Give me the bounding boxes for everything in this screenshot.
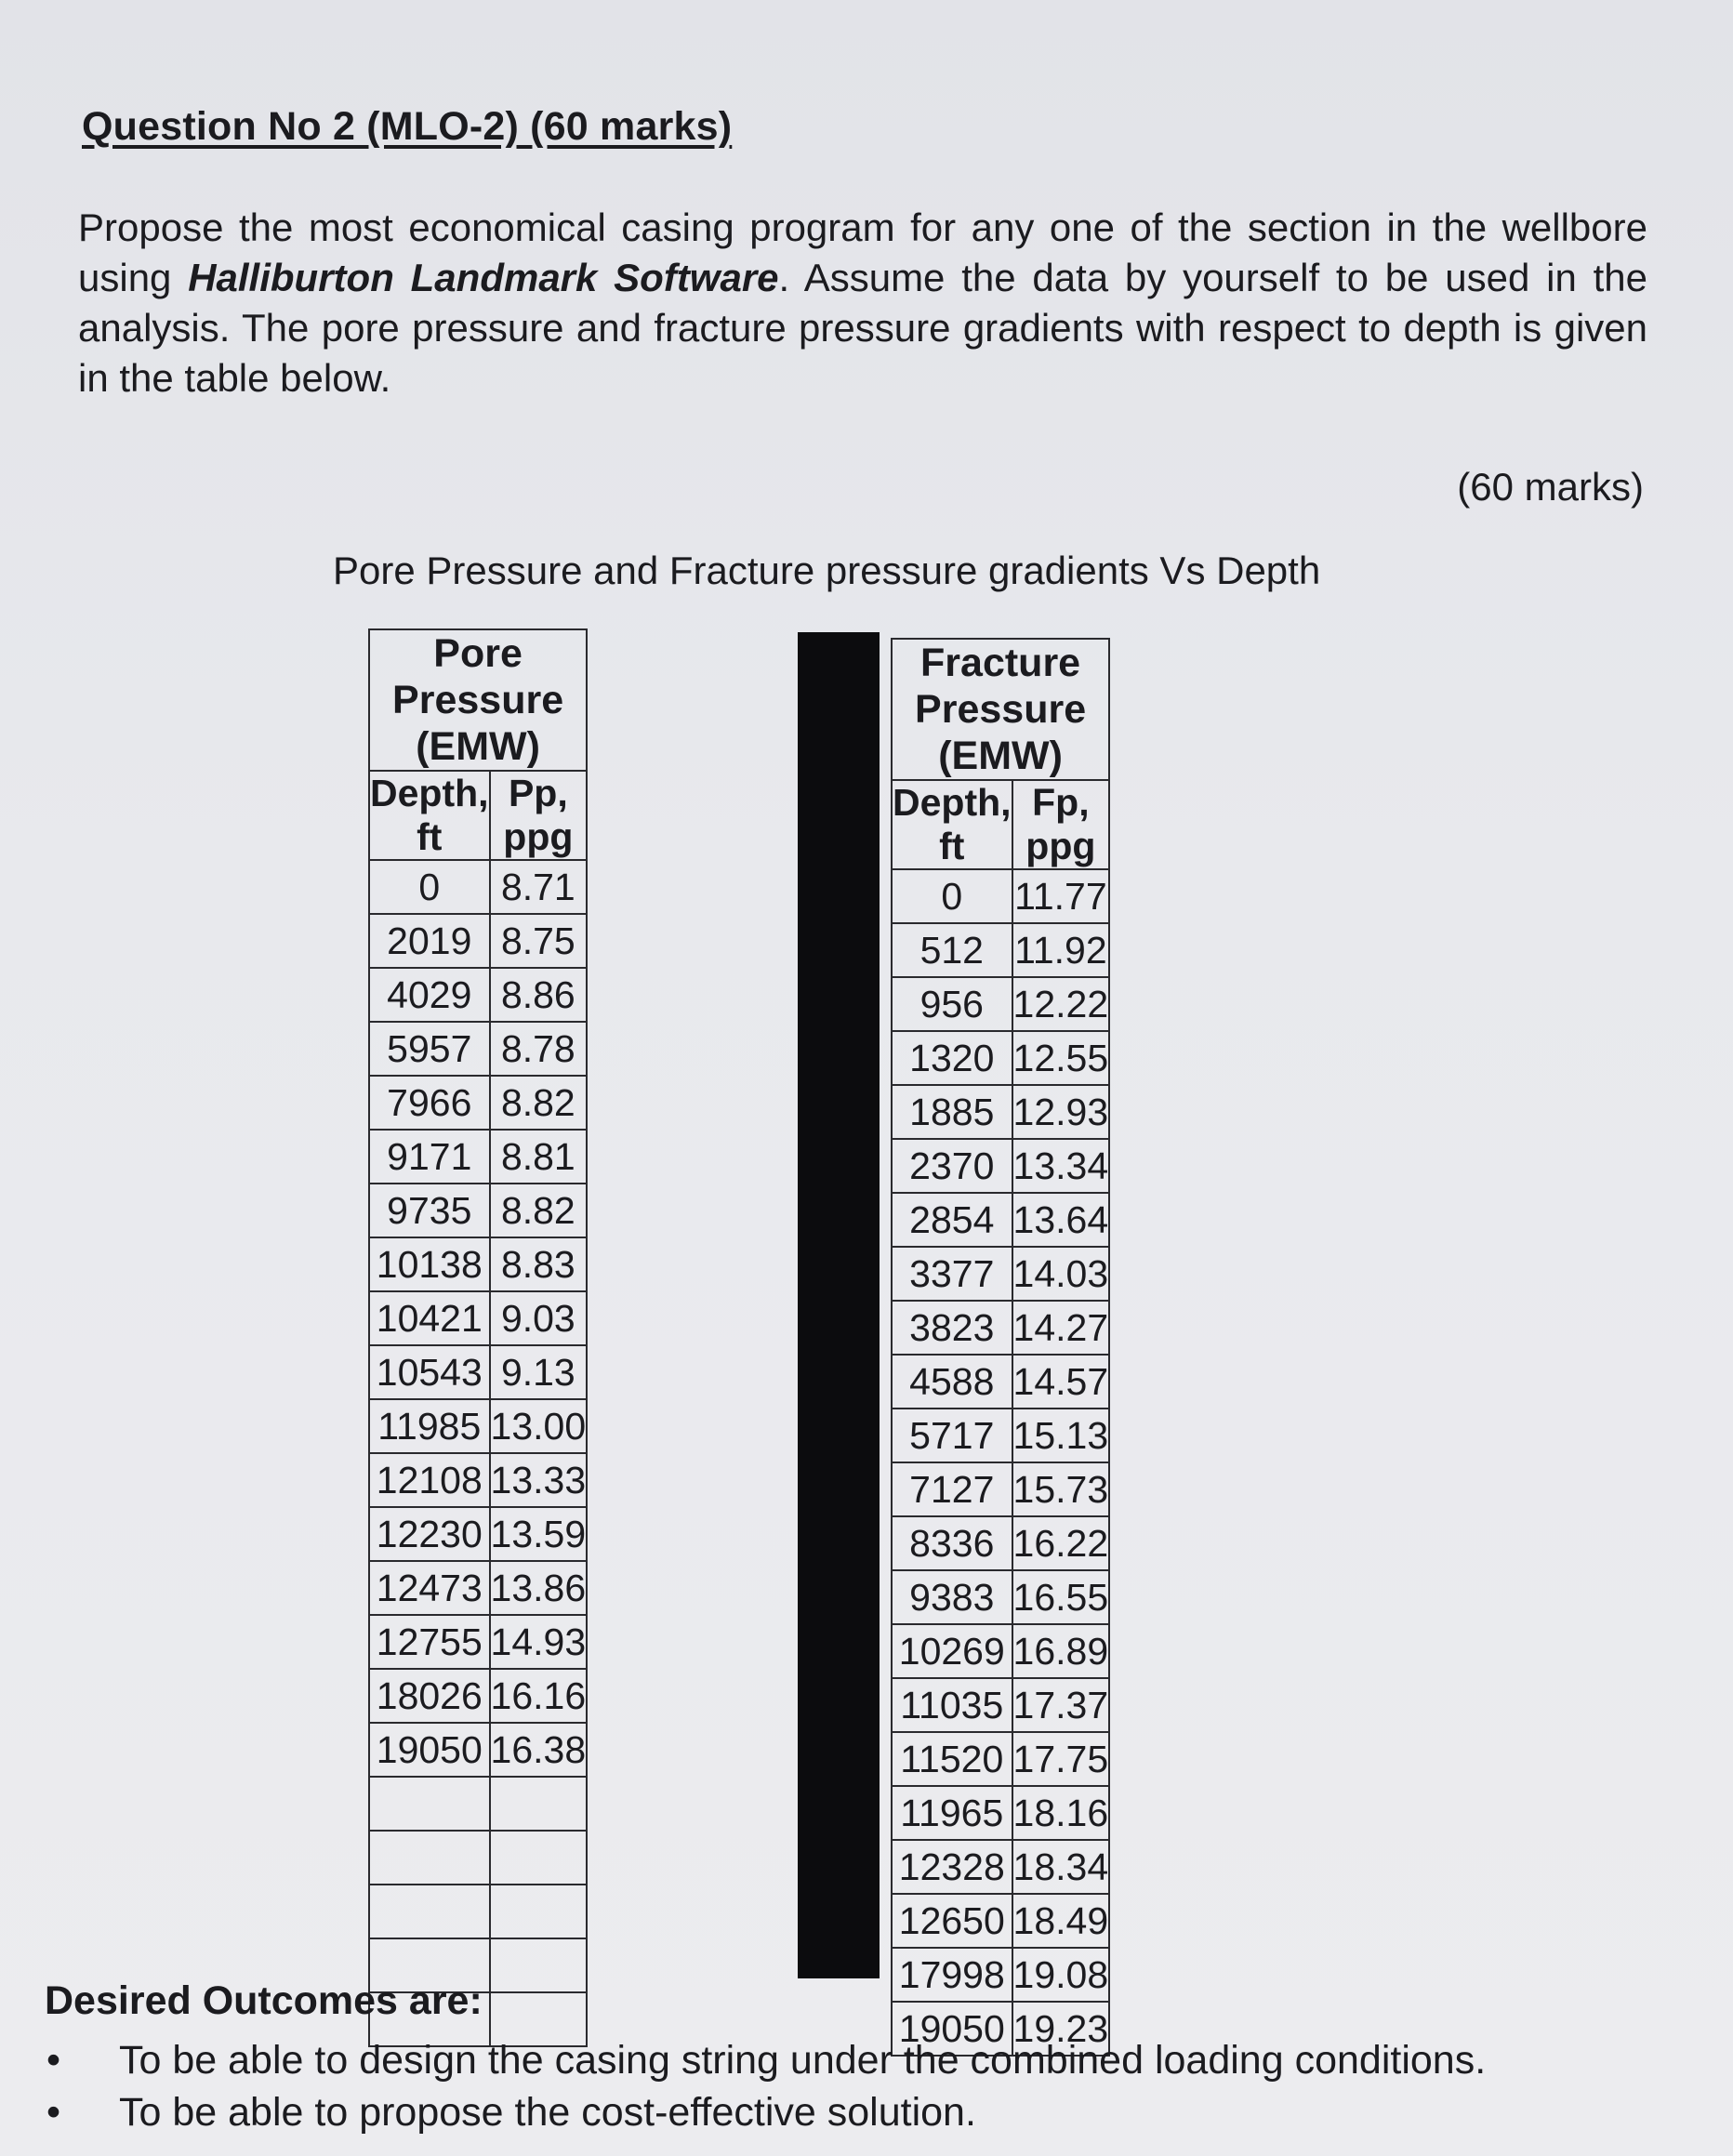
pp-value-header: Pp, ppg bbox=[490, 771, 588, 860]
pore-pressure-header: Pore Pressure (EMW) bbox=[369, 629, 587, 771]
pressure-cell: 8.75 bbox=[490, 914, 588, 968]
depth-cell: 12230 bbox=[369, 1507, 490, 1561]
pressure-cell: 8.71 bbox=[490, 860, 588, 914]
fp-value-header: Fp, ppg bbox=[1012, 780, 1110, 869]
table-row bbox=[369, 1130, 587, 1184]
prompt-text-2: . Assume the data by yourself to be used in the analysis. The pore pressure and fracture pressure gradients with respect to depth is given in the table below. bbox=[78, 256, 1647, 400]
pp-depth-header: Depth, ft bbox=[370, 772, 489, 858]
pressure-cell: 8.82 bbox=[490, 1076, 588, 1130]
pressure-cell bbox=[490, 1885, 588, 1938]
table-row bbox=[369, 1723, 587, 1777]
pressure-cell: 8.78 bbox=[490, 1022, 588, 1076]
table-row bbox=[369, 1507, 587, 1561]
table-row bbox=[892, 869, 1109, 923]
pressure-cell: 19.23 bbox=[1012, 2002, 1110, 2056]
pressure-cell: 13.86 bbox=[490, 1561, 588, 1615]
pressure-cell: 12.22 bbox=[1012, 977, 1110, 1031]
bullet-icon: • bbox=[46, 2090, 61, 2135]
table-row bbox=[892, 1085, 1109, 1139]
marks-label: (60 marks) bbox=[1457, 465, 1644, 509]
fracture-pressure-header: Fracture Pressure (EMW) bbox=[892, 639, 1109, 780]
depth-cell: 19050 bbox=[892, 2002, 1012, 2056]
table-row bbox=[892, 1031, 1109, 1085]
table-row bbox=[369, 1345, 587, 1399]
pressure-cell: 18.16 bbox=[1012, 1786, 1110, 1840]
depth-cell: 8336 bbox=[892, 1516, 1012, 1570]
pressure-cell: 8.83 bbox=[490, 1237, 588, 1291]
pressure-cell: 8.86 bbox=[490, 968, 588, 1022]
table-caption: Pore Pressure and Fracture pressure gradients Vs Depth bbox=[333, 549, 1321, 592]
prompt-text-1: Propose the most economical casing program for any one of the section in the wellbore using bbox=[78, 205, 1647, 299]
table-row bbox=[892, 1624, 1109, 1678]
depth-cell: 1320 bbox=[892, 1031, 1012, 1085]
pore-pressure-table bbox=[368, 628, 588, 2047]
depth-cell: 12650 bbox=[892, 1894, 1012, 1948]
pressure-cell: 11.92 bbox=[1012, 923, 1110, 977]
depth-cell: 1885 bbox=[892, 1085, 1012, 1139]
depth-cell: 3377 bbox=[892, 1247, 1012, 1301]
depth-cell: 12108 bbox=[369, 1453, 490, 1507]
table-row bbox=[892, 1193, 1109, 1247]
pressure-cell: 16.38 bbox=[490, 1723, 588, 1777]
table-row bbox=[892, 1516, 1109, 1570]
pressure-cell: 13.00 bbox=[490, 1399, 588, 1453]
table-row bbox=[369, 914, 587, 968]
depth-cell: 4029 bbox=[369, 968, 490, 1022]
depth-cell: 7127 bbox=[892, 1462, 1012, 1516]
depth-cell: 2370 bbox=[892, 1139, 1012, 1193]
pressure-cell: 18.49 bbox=[1012, 1894, 1110, 1948]
depth-cell: 11035 bbox=[892, 1678, 1012, 1732]
list-item: • To be able to design the casing string under the combined loading conditions. bbox=[45, 2034, 1486, 2086]
pressure-cell: 8.81 bbox=[490, 1130, 588, 1184]
table-row bbox=[892, 1786, 1109, 1840]
depth-cell: 4588 bbox=[892, 1355, 1012, 1409]
depth-cell: 19050 bbox=[369, 1723, 490, 1777]
table-row bbox=[892, 977, 1109, 1031]
depth-cell: 9383 bbox=[892, 1570, 1012, 1624]
pressure-cell: 9.03 bbox=[490, 1291, 588, 1345]
pressure-cell: 9.13 bbox=[490, 1345, 588, 1399]
depth-cell: 17998 bbox=[892, 1948, 1012, 2002]
software-name: Halliburton Landmark Software bbox=[188, 256, 779, 299]
depth-cell: 12473 bbox=[369, 1561, 490, 1615]
table-row bbox=[369, 1453, 587, 1507]
table-row bbox=[369, 1669, 587, 1723]
table-row bbox=[369, 1076, 587, 1130]
table-row bbox=[369, 1237, 587, 1291]
pressure-cell: 14.93 bbox=[490, 1615, 588, 1669]
pressure-cell bbox=[490, 1938, 588, 1992]
table-row bbox=[892, 1462, 1109, 1516]
depth-cell: 3823 bbox=[892, 1301, 1012, 1355]
depth-cell: 2854 bbox=[892, 1193, 1012, 1247]
outcomes-list bbox=[45, 2034, 1486, 2138]
depth-cell: 10138 bbox=[369, 1237, 490, 1291]
outcomes-title: Desired Outcomes are: bbox=[45, 1978, 483, 2023]
list-item: • To be able to propose the cost-effective solution. bbox=[45, 2086, 1486, 2138]
table-row bbox=[369, 1184, 587, 1237]
depth-cell: 512 bbox=[892, 923, 1012, 977]
pressure-cell: 11.77 bbox=[1012, 869, 1110, 923]
pressure-cell: 15.73 bbox=[1012, 1462, 1110, 1516]
table-row bbox=[369, 1399, 587, 1453]
question-title: Question No 2 (MLO-2) (60 marks) bbox=[82, 104, 733, 149]
depth-cell: 11965 bbox=[892, 1786, 1012, 1840]
fp-depth-header: Depth, ft bbox=[893, 781, 1012, 867]
table-row bbox=[892, 1894, 1109, 1948]
pressure-cell: 15.13 bbox=[1012, 1409, 1110, 1462]
table-row bbox=[892, 1732, 1109, 1786]
pressure-cell: 16.55 bbox=[1012, 1570, 1110, 1624]
depth-cell: 9171 bbox=[369, 1130, 490, 1184]
table-row bbox=[892, 1355, 1109, 1409]
depth-cell: 12328 bbox=[892, 1840, 1012, 1894]
pressure-cell: 18.34 bbox=[1012, 1840, 1110, 1894]
depth-cell: 10269 bbox=[892, 1624, 1012, 1678]
pressure-cell: 17.75 bbox=[1012, 1732, 1110, 1786]
depth-cell: 2019 bbox=[369, 914, 490, 968]
pressure-cell: 12.93 bbox=[1012, 1085, 1110, 1139]
table-row bbox=[369, 1561, 587, 1615]
pressure-cell: 13.59 bbox=[490, 1507, 588, 1561]
pressure-cell: 16.89 bbox=[1012, 1624, 1110, 1678]
table-row bbox=[892, 1948, 1109, 2002]
table-row bbox=[892, 1570, 1109, 1624]
depth-cell: 0 bbox=[369, 860, 490, 914]
depth-cell: 11985 bbox=[369, 1399, 490, 1453]
depth-cell: 7966 bbox=[369, 1076, 490, 1130]
table-row bbox=[892, 1139, 1109, 1193]
pressure-cell: 17.37 bbox=[1012, 1678, 1110, 1732]
table-row bbox=[369, 968, 587, 1022]
pressure-cell: 16.22 bbox=[1012, 1516, 1110, 1570]
depth-cell: 9735 bbox=[369, 1184, 490, 1237]
depth-cell bbox=[369, 1831, 490, 1885]
depth-cell: 956 bbox=[892, 977, 1012, 1031]
table-separator-bar bbox=[798, 632, 880, 1978]
depth-cell: 10421 bbox=[369, 1291, 490, 1345]
table-row bbox=[892, 1409, 1109, 1462]
table-row bbox=[892, 1247, 1109, 1301]
depth-cell: 11520 bbox=[892, 1732, 1012, 1786]
pressure-cell: 16.16 bbox=[490, 1669, 588, 1723]
pressure-cell: 8.82 bbox=[490, 1184, 588, 1237]
pressure-cell: 14.03 bbox=[1012, 1247, 1110, 1301]
pressure-cell: 13.64 bbox=[1012, 1193, 1110, 1247]
pressure-cell: 13.33 bbox=[490, 1453, 588, 1507]
table-row bbox=[892, 923, 1109, 977]
table-row bbox=[369, 1615, 587, 1669]
depth-cell: 10543 bbox=[369, 1345, 490, 1399]
table-row bbox=[369, 1777, 587, 1831]
pressure-cell: 14.27 bbox=[1012, 1301, 1110, 1355]
fracture-pressure-table bbox=[891, 638, 1110, 2057]
depth-cell: 5717 bbox=[892, 1409, 1012, 1462]
table-row bbox=[369, 1022, 587, 1076]
depth-cell bbox=[369, 1777, 490, 1831]
depth-cell bbox=[369, 1885, 490, 1938]
table-row bbox=[892, 1678, 1109, 1732]
bullet-icon: • bbox=[46, 2038, 61, 2083]
table-row bbox=[892, 1840, 1109, 1894]
pressure-cell bbox=[490, 1777, 588, 1831]
table-row bbox=[369, 1831, 587, 1885]
depth-cell: 12755 bbox=[369, 1615, 490, 1669]
table-row bbox=[369, 1291, 587, 1345]
pressure-cell: 13.34 bbox=[1012, 1139, 1110, 1193]
depth-cell: 0 bbox=[892, 869, 1012, 923]
pressure-cell: 19.08 bbox=[1012, 1948, 1110, 2002]
depth-cell: 18026 bbox=[369, 1669, 490, 1723]
table-row bbox=[369, 1885, 587, 1938]
depth-cell: 5957 bbox=[369, 1022, 490, 1076]
pressure-cell bbox=[490, 1831, 588, 1885]
pressure-cell: 14.57 bbox=[1012, 1355, 1110, 1409]
table-row bbox=[369, 860, 587, 914]
pressure-cell: 12.55 bbox=[1012, 1031, 1110, 1085]
table-row bbox=[892, 1301, 1109, 1355]
question-prompt bbox=[78, 203, 1647, 403]
